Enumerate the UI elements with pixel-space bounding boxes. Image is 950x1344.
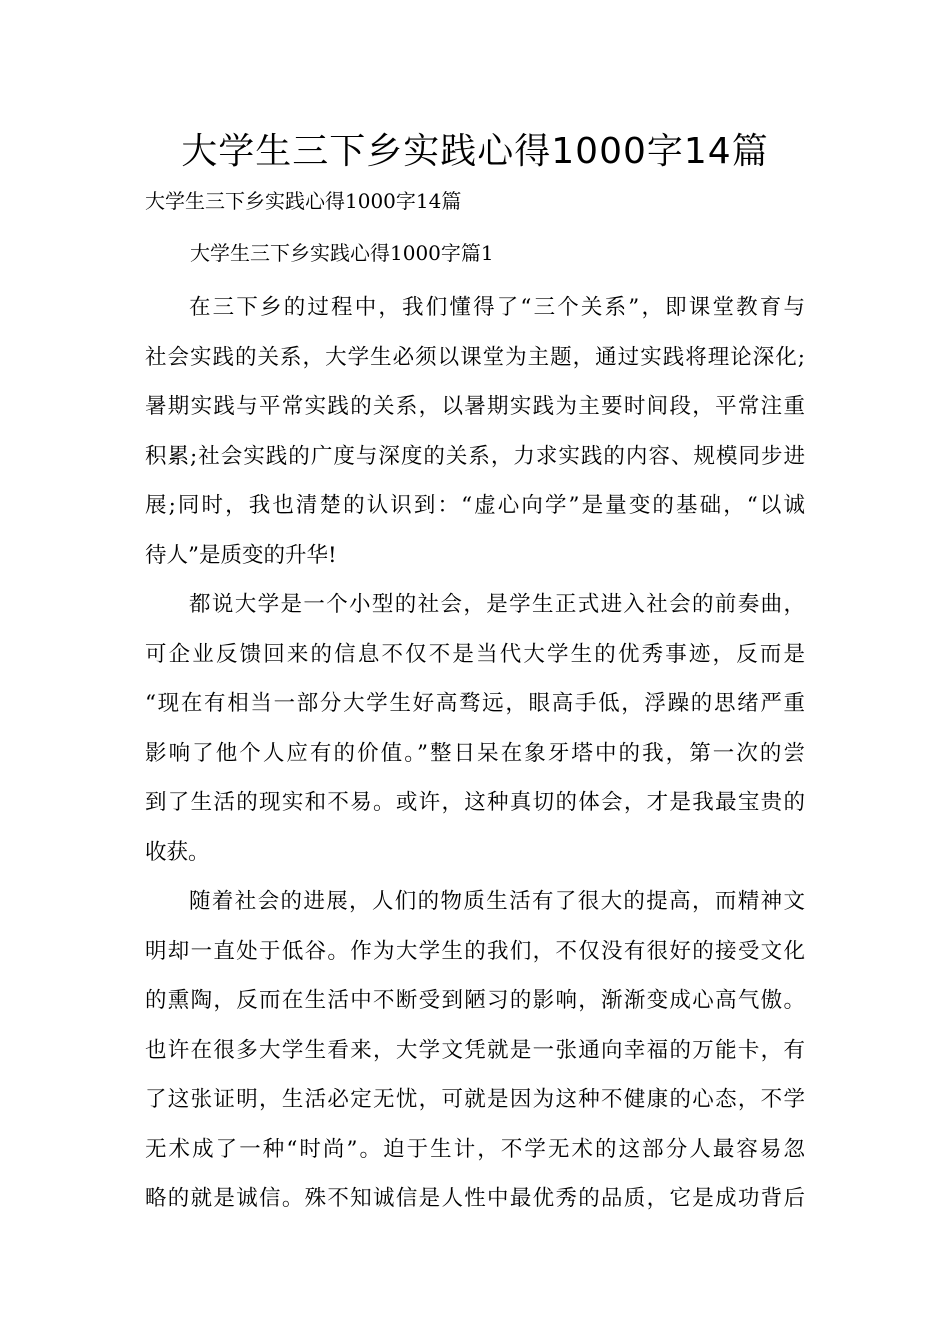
paragraph [145, 877, 805, 1224]
paragraph-line: 到了生活的现实和不易。或许，这种真切的体会，才是我最宝贵的 [145, 790, 805, 815]
paragraph-line: 无术成了一种“时尚”。迫于生计，不学无术的这部分人最容易忽 [145, 1136, 805, 1162]
paragraph-line: 略的就是诚信。殊不知诚信是人性中最优秀的品质，它是成功背后 [145, 1186, 805, 1211]
paragraph-line: 也许在很多大学生看来，大学文凭就是一张通向幸福的万能卡，有 [145, 1037, 805, 1063]
paragraph-line: 随着社会的进展，人们的物质生活有了很大的提高，而精神文 [189, 889, 805, 914]
paragraph-line: “现在有相当一部分大学生好高骛远，眼高手低，浮躁的思绪严重 [145, 691, 805, 716]
paragraph-line: 在三下乡的过程中，我们懂得了“三个关系”，即课堂教育与 [189, 295, 805, 320]
paragraph-line: 明却一直处于低谷。作为大学生的我们，不仅没有很好的接受文化 [145, 938, 805, 964]
paragraph [145, 283, 805, 580]
paragraph [145, 580, 805, 877]
paragraph-line: 社会实践的关系，大学生必须以课堂为主题，通过实践将理论深化; [145, 344, 805, 370]
paragraph-line: 积累;社会实践的广度与深度的关系，力求实践的内容、规模同步进 [145, 443, 805, 469]
paragraph-line: 暑期实践与平常实践的关系，以暑期实践为主要时间段，平常注重 [145, 394, 805, 419]
paragraph-line: 展;同时，我也清楚的认识到：“虚心向学”是量变的基础，“以诚 [145, 493, 805, 518]
paragraph-line: 了这张证明，生活必定无忧，可就是因为这种不健康的心态，不学 [145, 1087, 805, 1112]
body-text [145, 283, 805, 1224]
document-subtitle: 大学生三下乡实践心得1000字14篇 [145, 189, 462, 213]
paragraph-line: 的熏陶，反而在生活中不断受到陋习的影响，渐渐变成心高气傲。 [145, 988, 805, 1013]
paragraph-line: 待人”是质变的升华! [145, 542, 337, 568]
paragraph-line: 收获。 [145, 839, 210, 865]
document-title: 大学生三下乡实践心得1000字14篇 [181, 131, 769, 172]
section-heading: 大学生三下乡实践心得1000字篇1 [190, 241, 494, 265]
paragraph-line: 都说大学是一个小型的社会，是学生正式进入社会的前奏曲， [189, 592, 805, 617]
paragraph-line: 影响了他个人应有的价值。”整日呆在象牙塔中的我，第一次的尝 [145, 740, 805, 766]
paragraph-line: 可企业反馈回来的信息不仅不是当代大学生的优秀事迹，反而是 [145, 641, 805, 667]
